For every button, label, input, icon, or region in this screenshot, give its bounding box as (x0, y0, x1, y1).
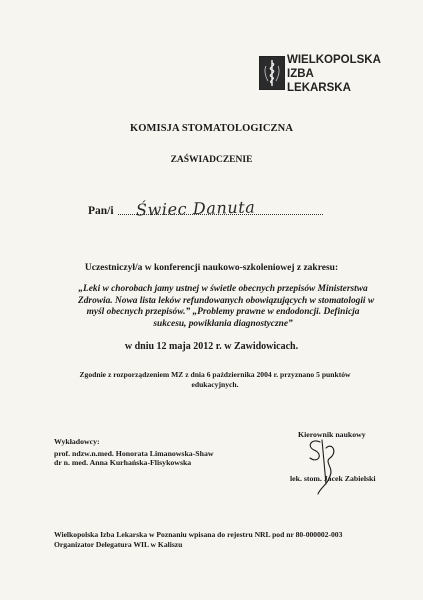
scientific-head-block (290, 428, 400, 508)
footer-line: Organizator Delegatura WIL w Kaliszu (54, 539, 183, 549)
topic-line: sukcesu, powikłania diagnostyczne” (153, 318, 293, 329)
recipient-handwritten-name: Świec Danuta (135, 197, 256, 220)
lecturers-heading: Wykładowcy: (54, 437, 100, 446)
scientific-head-name: lek. stom. Jacek Zabielski (290, 474, 376, 483)
scientific-head-heading: Kierownik naukowy (298, 430, 366, 439)
education-points-note (70, 370, 360, 390)
registration-footer (54, 530, 342, 549)
recipient-line (88, 197, 338, 224)
chamber-name-line: LEKARSKA (287, 82, 351, 94)
chamber-name (287, 53, 399, 95)
lecturer-name: prof. ndzw.n.med. Honorata Limanowska-Shaw (54, 448, 214, 458)
chamber-name-line: IZBA (287, 68, 314, 80)
conference-topic (78, 284, 375, 330)
participation-statement: Uczestniczył/a w konferencji naukowo-szkoleniowej z zakresu: (84, 263, 339, 273)
rod-of-asclepius-icon (259, 56, 285, 90)
handwritten-signature (290, 428, 400, 508)
footer-line: Wielkopolska Izba Lekarska w Poznaniu wpisana do rejestru NRL pod nr 80-000002-003 (54, 530, 343, 539)
topic-line: „Leki w chorobach jamy ustnej w świetle obecnych przepisów Ministerstwa (78, 284, 368, 294)
chamber-name-line: WIELKOPOLSKA (287, 54, 381, 66)
topic-line: myśl obecnych przepisów.” „Problemy prawne w endodoncji. Definicja (86, 307, 360, 317)
lecturer-name: dr n. med. Anna Kurhańska-Flisykowska (54, 458, 192, 467)
points-line: edukacyjnych. (191, 380, 239, 389)
commission-heading: KOMISJA STOMATOLOGICZNA (129, 123, 294, 134)
lecturers-block (54, 437, 214, 468)
recipient-label: Pan/i (88, 205, 114, 217)
document-title: ZAŚWIADCZENIE (170, 155, 253, 165)
chamber-logo (259, 52, 399, 102)
points-line: Zgodnie z rozporządzeniem MZ z dnia 6 października 2004 r. przyznano 5 punktów (79, 370, 351, 379)
topic-line: Zdrowia. Nowa lista leków refundowanych obowiązujących w stomatologii w (78, 295, 375, 306)
date-and-place: w dniu 12 maja 2012 r. w Zawidowicach. (124, 341, 299, 352)
